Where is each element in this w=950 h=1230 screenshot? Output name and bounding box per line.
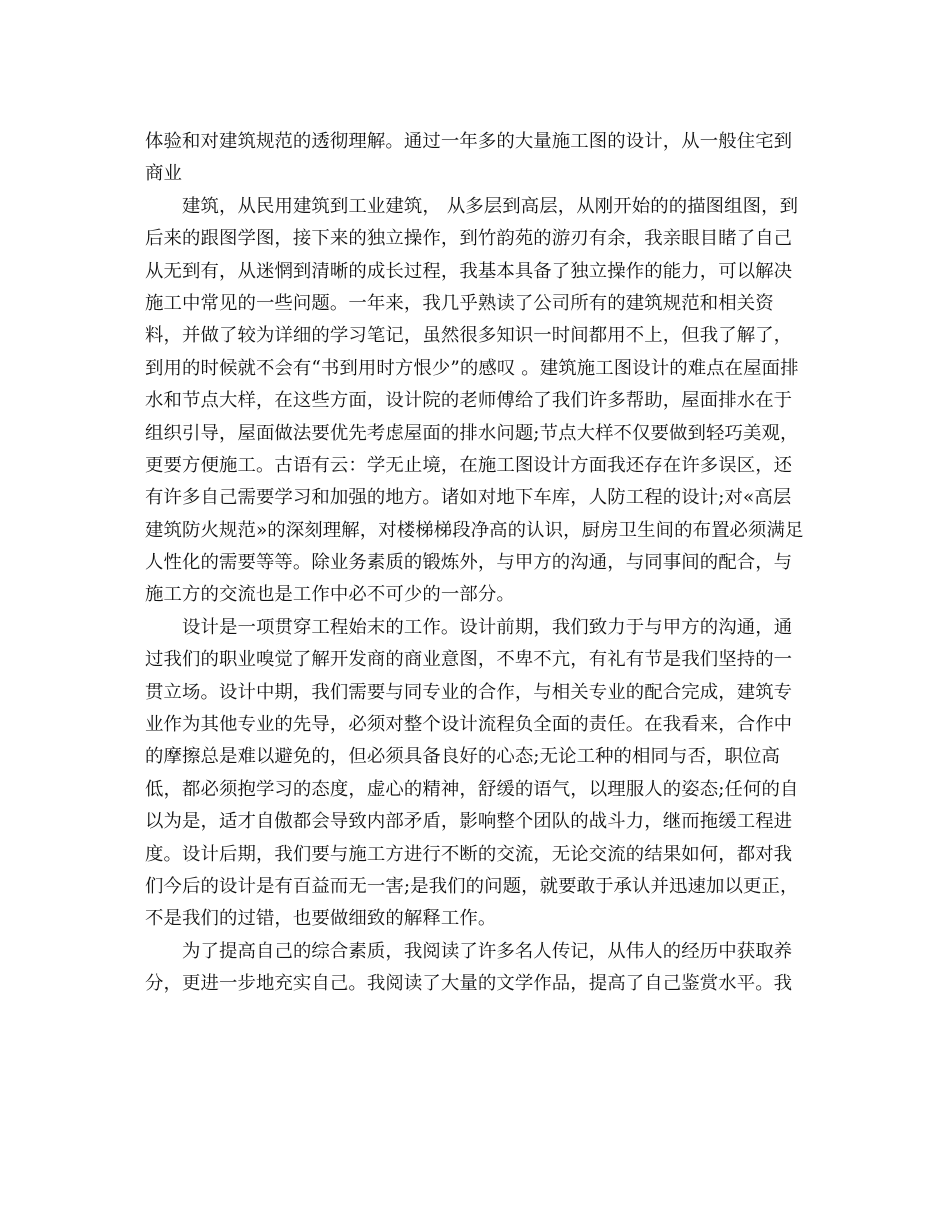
- paragraph-first-line: 设计是一项贯穿工程始末的工作。设计前期，我们致力于与甲方的沟通，通: [182, 616, 793, 638]
- text-line: 人性化的需要等等。除业务素质的锻炼外，与甲方的沟通，与同事间的配合，与: [145, 552, 793, 574]
- document-body: [145, 126, 805, 1001]
- text-line: 后来的跟图学图，接下来的独立操作，到竹韵苑的游刃有余，我亲眼目睹了自己: [145, 228, 793, 250]
- text-line: 以为是，适才自傲都会导致内部矛盾，影响整个团队的战斗力，继而拖缓工程进: [145, 811, 793, 833]
- paragraph-first-line: 为了提高自己的综合素质，我阅读了许多名人传记，从伟人的经历中获取养: [182, 940, 793, 962]
- text-line: 业作为其他专业的先导，必须对整个设计流程负全面的责任。在我看来，合作中: [145, 714, 793, 736]
- paragraph-first-line: 建筑，从民用建筑到工业建筑， 从多层到高层，从刚开始的的描图组图，到: [182, 195, 799, 217]
- text-line: 施工中常见的一些问题。一年来，我几乎熟读了公司所有的建筑规范和相关资: [145, 292, 774, 314]
- text-line: 从无到有，从迷惘到清晰的成长过程，我基本具备了独立操作的能力，可以解决: [145, 260, 793, 282]
- text-line: 体验和对建筑规范的透彻理解。通过一年多的大量施工图的设计，从一般住宅到: [145, 131, 793, 152]
- text-line: 们今后的设计是有百益而无一害;是我们的问题，就要敢于承认并迅速加以更正，: [145, 875, 799, 897]
- text-line: 贯立场。设计中期，我们需要与同专业的合作，与相关专业的配合完成，建筑专: [145, 681, 793, 703]
- text-line: 水和节点大样，在这些方面，设计院的老师傅给了我们许多帮助，屋面排水在于: [145, 390, 793, 412]
- text-line: 到用的时候就不会有“书到用时方恨少”的感叹 。建筑施工图设计的难点在屋面排: [145, 357, 799, 379]
- text-line: 建筑防火规范»的深刻理解，对楼梯梯段净高的认识，厨房卫生间的布置必须满足: [145, 519, 804, 541]
- text-line: 组织引导，屋面做法要优先考虑屋面的排水问题;节点大样不仅要做到轻巧美观，: [145, 422, 799, 444]
- text-line: 商业: [145, 163, 182, 185]
- text-line: 度。设计后期，我们要与施工方进行不断的交流，无论交流的结果如何，都对我: [145, 843, 793, 865]
- text-line: 施工方的交流也是工作中必不可少的一部分。: [145, 584, 515, 606]
- text-line: 的摩擦总是难以避免的，但必须具备良好的心态;无论工种的相同与否，职位高: [145, 746, 780, 768]
- text-line: 有许多自己需要学习和加强的地方。诸如对地下车库，人防工程的设计;对«高层: [145, 487, 792, 509]
- text-line: 低，都必须抱学习的态度，虚心的精神，舒缓的语气，以理服人的姿态;任何的自: [145, 778, 799, 800]
- text-line: 料，并做了较为详细的学习笔记，虽然很多知识一时间都用不上，但我了解了，: [145, 325, 793, 347]
- text-line: 过我们的职业嗅觉了解开发商的商业意图，不卑不亢，有礼有节是我们坚持的一: [145, 649, 793, 671]
- text-line: 分，更进一步地充实自己。我阅读了大量的文学作品，提高了自己鉴赏水平。我: [145, 973, 793, 995]
- text-line: 更要方便施工。古语有云：学无止境，在施工图设计方面我还存在许多误区，还: [145, 454, 793, 476]
- text-line: 不是我们的过错，也要做细致的解释工作。: [145, 908, 497, 930]
